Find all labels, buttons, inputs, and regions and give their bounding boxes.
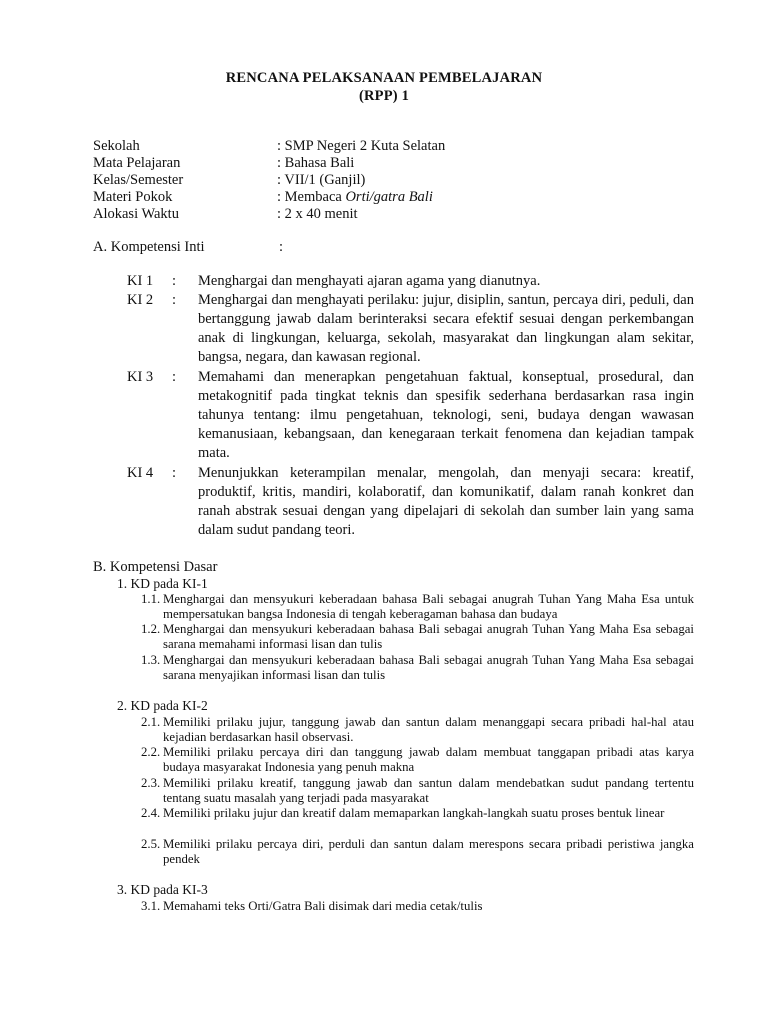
ki-colon: : (172, 292, 177, 308)
kd-group-heading: 2. KD pada KI-2 (117, 698, 208, 713)
document-subtitle: (RPP) 1 (358, 88, 410, 104)
identity-value: : Bahasa Bali (277, 155, 355, 171)
kd-number: 2.1. (141, 715, 161, 729)
kd-text: Memiliki prilaku jujur, tanggung jawab dan santun dalam menanggapi secara pribadi hal-hal atau kejadian berdasarkan hasil observasi. (163, 715, 694, 744)
ki-text: Menghargai dan menghayati perilaku: jujur, disiplin, santun, percaya diri, peduli, dan bertanggung jawab dalam berinteraksi secara efektif sesuai dengan perkembangan anak di lingkungan, keluarga, sekolah, masyarakat dan lingkungan alam sekitar, bangsa, negara, dan kawasan regional. (198, 292, 694, 365)
document-title: RENCANA PELAKSANAAN PEMBELAJARAN (225, 70, 543, 86)
identity-label: Kelas/Semester (93, 172, 184, 188)
section-a-heading (93, 238, 284, 256)
kd-text: Menghargai dan mensyukuri keberadaan bahasa Bali sebagai anugrah Tuhan Yang Maha Esa sebagai sarana memahami informasi lisan dan tulis (163, 622, 694, 651)
ki-text: Menghargai dan menghayati ajaran agama yang dianutnya. (198, 273, 541, 289)
identity-label: Alokasi Waktu (93, 206, 179, 222)
kd-number: 3.1. (141, 899, 161, 913)
ki-code: KI 3 (127, 369, 154, 385)
ki-colon: : (172, 273, 177, 289)
identity-value (277, 188, 433, 206)
identity-value: : 2 x 40 menit (277, 206, 358, 222)
topic-italic: Orti/gatra Bali (345, 189, 433, 205)
section-a-colon: : (279, 239, 284, 255)
kd-text: Menghargai dan mensyukuri keberadaan bahasa Bali sebagai anugrah Tuhan Yang Maha Esa untuk mempersatukan bangsa Indonesia di tengah keberagaman bahasa dan budaya (163, 592, 694, 621)
identity-label: Sekolah (93, 138, 140, 154)
identity-value: : SMP Negeri 2 Kuta Selatan (277, 138, 446, 154)
kd-text: Memiliki prilaku kreatif, tanggung jawab dan santun dalam mendebatkan sudut pandang tertentu tentang suatu masalah yang terjadi pada masyarakat (163, 776, 694, 805)
kd-group-heading: 3. KD pada KI-3 (117, 882, 208, 897)
kd-group-heading: 1. KD pada KI-1 (117, 576, 208, 591)
ki-colon: : (172, 369, 177, 385)
kd-text: Memiliki prilaku jujur dan kreatif dalam memaparkan langkah-langkah suatu proses bentuk linear (163, 806, 665, 820)
identity-value: : VII/1 (Ganjil) (277, 172, 366, 188)
kd-number: 1.2. (141, 622, 161, 636)
kd-text: Menghargai dan mensyukuri keberadaan bahasa Bali sebagai anugrah Tuhan Yang Maha Esa sebagai sarana menyajikan informasi lisan dan tulis (163, 653, 694, 682)
kd-number: 2.3. (141, 776, 161, 790)
identity-label: Materi Pokok (93, 189, 173, 205)
section-a-title: A. Kompetensi Inti (93, 239, 205, 255)
identity-label: Mata Pelajaran (93, 155, 181, 171)
ki-code: KI 2 (127, 292, 154, 308)
kd-number: 2.2. (141, 745, 161, 759)
ki-text: Memahami dan menerapkan pengetahuan faktual, konseptual, prosedural, dan metakognitif pada tingkat teknis dan spesifik sederhana berdasarkan rasa ingin tahunya tentang: ilmu pengetahuan, teknologi, seni, budaya dengan wawasan kemanusiaan, kebangsaan, dan kenegaraan terkait fenomena dan kejadian tampak mata. (198, 369, 694, 461)
section-b-heading: B. Kompetensi Dasar (93, 559, 218, 575)
ki-colon: : (172, 465, 177, 481)
kd-number: 1.3. (141, 653, 161, 667)
ki-code: KI 1 (127, 273, 154, 289)
kd-number: 2.4. (141, 806, 161, 820)
kd-text: Memahami teks Orti/Gatra Bali disimak dari media cetak/tulis (163, 899, 483, 913)
topic-prefix: : Membaca (277, 189, 346, 205)
ki-code: KI 4 (127, 465, 154, 481)
kd-text: Memiliki prilaku percaya diri, perduli dan santun dalam merespons secara pribadi peristiwa jangka pendek (163, 837, 694, 866)
kd-number: 2.5. (141, 837, 161, 851)
kd-number: 1.1. (141, 592, 161, 606)
ki-text: Menunjukkan keterampilan menalar, mengolah, dan menyaji secara: kreatif, produktif, kritis, mandiri, kolaboratif, dan komunikatif, dalam ranah konkret dan ranah abstrak sesuai dengan yang dipelajari di sekolah dan sumber lain yang sama dalam sudut pandang teori. (198, 465, 694, 538)
kd-text: Memiliki prilaku percaya diri dan tanggung jawab dalam membuat tanggapan pribadi atas karya budaya masyarakat Indonesia yang penuh makna (163, 745, 694, 774)
